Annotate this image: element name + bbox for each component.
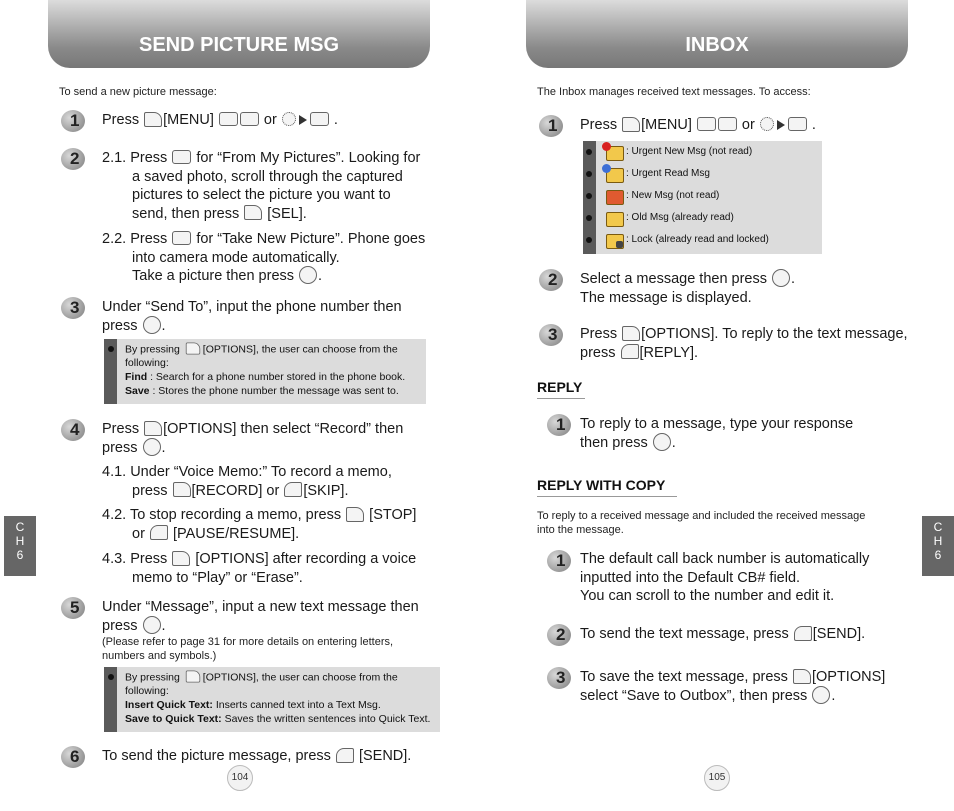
legend-label: : Old Msg (already read): [626, 212, 734, 223]
nav-key-icon: [760, 117, 774, 131]
right-intro: The Inbox manages received text messages. To access:: [537, 86, 811, 98]
step5-line: (Please refer to page 31 for more details on entering letters,: [102, 636, 394, 648]
step4-line: 4.1. Under “Voice Memo:” To record a memo,: [102, 464, 392, 480]
right-soft-key-icon: [794, 626, 812, 641]
page-number: 105: [704, 765, 730, 791]
old-message-icon: [606, 212, 624, 227]
section-underline: [537, 496, 677, 497]
step-number: 5: [61, 597, 91, 619]
step4-line: Press [OPTIONS] then select “Record” then: [102, 421, 404, 437]
legend-label: : Lock (already read and locked): [626, 234, 769, 245]
note-line: following:: [125, 685, 169, 697]
note-line: Insert Quick Text: Inserts canned text into a Text Msg.: [125, 699, 381, 711]
locked-message-icon: [606, 234, 624, 249]
step3-line: Under “Send To”, input the phone number then: [102, 299, 402, 315]
ok-key-icon: [299, 266, 317, 284]
note-line: Find : Search for a phone number stored in the phone book.: [125, 371, 406, 383]
step-number: 1: [547, 414, 577, 436]
note-line: By pressing [OPTIONS], the user can choose from the: [125, 671, 398, 684]
arrow-right-icon: [299, 115, 307, 125]
step4-line: 4.3. Press [OPTIONS] after recording a voice: [102, 551, 417, 567]
left-page-header: [48, 0, 430, 68]
left-soft-key-icon: [186, 343, 200, 355]
right-soft-key-icon: [284, 482, 302, 497]
step-number: 3: [547, 667, 577, 689]
step5-line: numbers and symbols.): [102, 650, 217, 662]
left-soft-key-icon: [173, 482, 191, 497]
legend-label: : New Msg (not read): [626, 190, 720, 201]
legend-label: : Urgent New Msg (not read): [626, 146, 753, 157]
step2-line: pictures to select the picture you want to: [132, 187, 391, 203]
step-number: 1: [539, 115, 569, 137]
step3-line: press .: [102, 317, 166, 334]
inbox-step2-line: Select a message then press .: [580, 271, 796, 287]
step-number: 2: [539, 269, 569, 291]
left-soft-key-icon: [144, 421, 162, 436]
ok-key-icon: [653, 433, 671, 451]
reply-copy-intro: into the message.: [537, 524, 624, 536]
left-soft-key-icon: [172, 551, 190, 566]
step2-line: 2.2. Press for “Take New Picture”. Phone goes: [102, 231, 426, 247]
step-number: 3: [61, 297, 91, 319]
section-underline: [537, 398, 585, 399]
chapter-tab: C H 6: [4, 516, 36, 576]
bullet: [108, 346, 114, 352]
right-page-title: INBOX: [685, 34, 749, 56]
reply-copy-line: To send the text message, press [SEND].: [580, 626, 866, 642]
left-intro: To send a new picture message:: [59, 86, 217, 98]
reply-copy-line: To save the text message, press [OPTIONS]: [580, 669, 886, 685]
new-message-icon: [606, 190, 624, 205]
inbox-step3-line: Press [OPTIONS]. To reply to the text message,: [580, 326, 908, 342]
key-2-icon: [310, 112, 329, 126]
step5-line: press .: [102, 617, 166, 634]
page-number: 104: [227, 765, 253, 791]
step2-line: 2.1. Press for “From My Pictures”. Looking for: [102, 150, 421, 166]
inbox-step3-line: press [REPLY].: [580, 344, 699, 361]
reply-copy-line: select “Save to Outbox”, then press .: [580, 687, 836, 704]
reply-copy-section-title: REPLY WITH COPY: [537, 477, 666, 493]
step6-text: To send the picture message, press [SEND].: [102, 748, 412, 764]
key-2-icon: [697, 117, 716, 131]
reply-copy-line: You can scroll to the number and edit it.: [580, 588, 835, 604]
key-2-icon: [172, 231, 191, 245]
step-number: 2: [547, 624, 577, 646]
step-number: 1: [61, 110, 91, 132]
bullet: [108, 674, 114, 680]
step-number: 2: [61, 148, 91, 170]
left-soft-key-icon: [144, 112, 162, 127]
left-soft-key-icon: [244, 205, 262, 220]
step-number: 1: [547, 550, 577, 572]
reply-line: To reply to a message, type your response: [580, 416, 854, 432]
reply-copy-intro: To reply to a received message and included the received message: [537, 510, 866, 522]
chapter-tab: C H 6: [922, 516, 954, 576]
ok-key-icon: [143, 316, 161, 334]
step-number: 3: [539, 324, 569, 346]
step4-line: press [RECORD] or [SKIP].: [132, 482, 349, 499]
reply-copy-line: inputted into the Default CB# field.: [580, 569, 801, 586]
left-page-title: SEND PICTURE MSG: [138, 34, 340, 56]
step-number: 6: [61, 746, 91, 768]
bullet: [586, 171, 592, 177]
left-soft-key-icon: [186, 671, 200, 683]
step4-line: or [PAUSE/RESUME].: [132, 525, 300, 542]
step4-line: press .: [102, 439, 166, 456]
reply-copy-line: The default call back number is automatically: [580, 551, 870, 567]
note-line: Save : Stores the phone number the message was sent to.: [125, 385, 399, 397]
left-soft-key-icon: [346, 507, 364, 522]
step2-line: send, then press [SEL].: [132, 205, 307, 222]
right-page-header: [526, 0, 908, 68]
right-soft-key-icon: [621, 344, 639, 359]
urgent-new-message-icon: [606, 146, 624, 161]
legend-label: : Urgent Read Msg: [626, 168, 710, 179]
reply-section-title: REPLY: [537, 379, 583, 395]
bullet: [586, 215, 592, 221]
step2-line: a saved photo, scroll through the captured: [132, 168, 403, 185]
key-4-icon: [718, 117, 737, 131]
left-soft-key-icon: [622, 117, 640, 132]
bullet: [586, 237, 592, 243]
bullet: [586, 193, 592, 199]
step4-line: memo to “Play” or “Erase”.: [132, 569, 303, 586]
step-number: 4: [61, 419, 91, 441]
urgent-read-message-icon: [606, 168, 624, 183]
step4-line: 4.2. To stop recording a memo, press [STOP]: [102, 507, 417, 523]
inbox-step1-text: Press [MENU] or .: [580, 117, 816, 133]
key-2-icon: [219, 112, 238, 126]
ok-key-icon: [812, 686, 830, 704]
ok-key-icon: [143, 438, 161, 456]
note-line: By pressing [OPTIONS], the user can choose from the: [125, 343, 398, 356]
arrow-right-icon: [777, 120, 785, 130]
right-soft-key-icon: [150, 525, 168, 540]
step1-text: Press [MENU] or .: [102, 112, 338, 128]
bullet: [586, 149, 592, 155]
step2-line: into camera mode automatically.: [132, 249, 340, 266]
ok-key-icon: [772, 269, 790, 287]
note-line: Save to Quick Text: Saves the written sentences into Quick Text.: [125, 713, 431, 725]
step2-line: Take a picture then press .: [132, 268, 323, 284]
key-4-icon: [788, 117, 807, 131]
left-soft-key-icon: [622, 326, 640, 341]
nav-key-icon: [282, 112, 296, 126]
reply-line: then press .: [580, 434, 676, 451]
inbox-step2-line: The message is displayed.: [580, 289, 752, 306]
step5-line: Under “Message”, input a new text message then: [102, 599, 419, 615]
ok-key-icon: [143, 616, 161, 634]
note-line: following:: [125, 357, 169, 369]
key-1-icon: [172, 150, 191, 164]
key-2-icon: [240, 112, 259, 126]
right-soft-key-icon: [336, 748, 354, 763]
left-soft-key-icon: [793, 669, 811, 684]
